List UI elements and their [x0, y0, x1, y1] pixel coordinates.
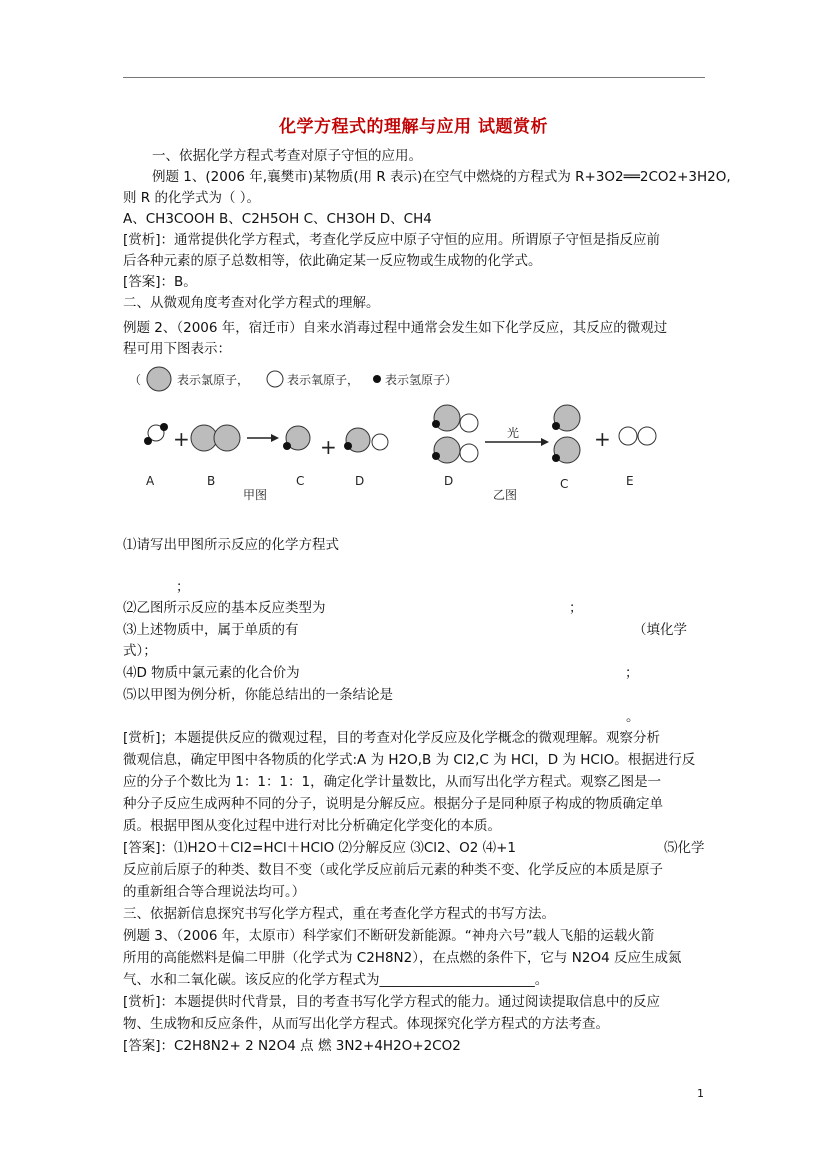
- molecule-c-top: [552, 405, 580, 431]
- page-title: 化学方程式的理解与应用 试题赏析: [279, 117, 548, 137]
- section-2-heading: 二、从微观角度考查对化学方程式的理解。: [123, 295, 380, 311]
- example-1-text: 则 R 的化学式为（ ）。: [123, 190, 261, 206]
- label-d2: D: [444, 474, 454, 488]
- hydrogen-atom-icon: [373, 375, 381, 383]
- page-number: 1: [697, 1087, 704, 1100]
- label-e: E: [626, 474, 634, 488]
- question-3: ⑶上述物质中，属于单质的有: [123, 622, 299, 638]
- chlorine-atom-icon: [147, 367, 171, 391]
- example-2-answer: 反应前后原子的种类、数目不变（或化学反应前后元素的种类不变、化学反应的本质是原子: [123, 862, 663, 878]
- header-rule: [123, 77, 705, 78]
- question-5: ⑸以甲图为例分析，你能总结出的一条结论是: [123, 687, 393, 703]
- example-1-answer: [答案]：B。: [123, 274, 197, 290]
- question-3-end: （填化学: [633, 622, 687, 638]
- molecule-b: [191, 425, 240, 451]
- example-1-analysis: 后各种元素的原子总数相等，依此确定某一反应物或生成物的化学式。: [123, 253, 542, 269]
- molecule-c: [283, 426, 310, 450]
- question-4: ⑷D 物质中氯元素的化合价为: [123, 665, 300, 681]
- molecule-c-bottom: [552, 437, 580, 463]
- molecule-d-bottom: [432, 437, 478, 463]
- plus-sign: +: [320, 435, 337, 459]
- plus-sign: +: [173, 427, 190, 451]
- question-5-end: 。: [626, 709, 640, 725]
- example-2-answer-cont: ⑸化学: [664, 840, 705, 856]
- label-jia-figure: 甲图: [243, 488, 268, 502]
- section-3-heading: 三、依据新信息探究书写化学方程式，重在考查化学方程式的书写方法。: [123, 906, 555, 922]
- label-c: C: [296, 474, 305, 488]
- question-3-cont: 式）；: [123, 643, 157, 659]
- label-d: D: [355, 474, 365, 488]
- section-1-heading: 一、依据化学方程式考查对原子守恒的应用。: [152, 148, 422, 164]
- reaction-diagram: [123, 360, 683, 505]
- example-3-text: 所用的高能燃料是偏二甲肼（化学式为 C2H8N2），在点燃的条件下，它与 N2O4 反应生成氮: [123, 950, 682, 966]
- example-3-text: 例题 3、（2006 年，太原市）科学家们不断研发新能源。“神舟六号”载人飞船的运载火箭: [123, 928, 655, 944]
- question-2-end: ；: [569, 600, 583, 616]
- label-a: A: [146, 474, 155, 488]
- example-1-analysis: [赏析]：通常提供化学方程式，考查化学反应中原子守恒的应用。所谓原子守恒是指反应前: [123, 232, 661, 248]
- arrow-head-icon: [541, 438, 549, 446]
- legend-chlorine: 表示氯原子，: [177, 373, 250, 387]
- legend-oxygen: 表示氧原子，: [287, 373, 360, 387]
- example-2-analysis: 应的分子个数比为 1：1：1：1，确定化学计量数比，从而写出化学方程式。观察乙图是一: [123, 774, 662, 790]
- molecule-e: [619, 427, 656, 445]
- example-2-text: 程可用下图表示：: [123, 341, 231, 357]
- molecule-d-top: [432, 405, 478, 432]
- legend-open: （: [129, 373, 142, 387]
- molecule-a: [144, 423, 168, 445]
- example-2-answer: 的重新组合等合理说法均可。）: [123, 884, 306, 900]
- example-3-answer: [答案]：C2H8N2+ 2 N2O4 点 燃 3N2+4H2O+2CO2: [123, 1038, 461, 1054]
- example-2-analysis: 微观信息，确定甲图中各物质的化学式:A 为 H2O,B 为 Cl2,C 为 HCl，D 为 HClO。根据进行反: [123, 752, 696, 768]
- example-1-text: 例题 1、(2006 年,襄樊市)某物质(用 R 表示)在空气中燃烧的方程式为 R+3O2══2CO2+3H2O,: [152, 169, 731, 185]
- question-4-end: ；: [625, 665, 639, 681]
- example-1-options: A、CH3COOH B、C2H5OH C、CH3OH D、CH4: [123, 211, 432, 227]
- example-2-answer: [答案]：⑴H2O＋Cl2=HCl＋HClO ⑵分解反应 ⑶Cl2、O2 ⑷+1: [123, 840, 517, 856]
- example-3-analysis: 物、生成物和反应条件，从而写出化学方程式。体现探究化学方程式的方法考查。: [123, 1016, 609, 1032]
- light-condition: 光: [507, 426, 520, 440]
- question-2: ⑵乙图所示反应的基本反应类型为: [123, 600, 326, 616]
- label-c2: C: [560, 477, 569, 491]
- example-2-analysis: [赏析]；本题提供反应的微观过程，目的考查对化学反应及化学概念的微观理解。观察分析: [123, 730, 661, 746]
- question-1-end: ；: [176, 579, 190, 595]
- legend-hydrogen: 表示氢原子）: [385, 373, 458, 387]
- label-b: B: [207, 474, 216, 488]
- example-2-analysis: 质。根据甲图从变化过程中进行对比分析确定化学变化的本质。: [123, 818, 501, 834]
- label-yi-figure: 乙图: [493, 488, 518, 502]
- example-2-text: 例题 2、（2006 年，宿迁市）自来水消毒过程中通常会发生如下化学反应，其反应的微观过: [123, 320, 668, 336]
- example-3-analysis: [赏析]：本题提供时代背景，目的考查书写化学方程式的能力。通过阅读提取信息中的反应: [123, 994, 661, 1010]
- example-3-text: 气、水和二氧化碳。该反应的化学方程式为_______________________。: [123, 972, 549, 988]
- question-1: ⑴请写出甲图所示反应的化学方程式: [123, 537, 339, 553]
- example-2-analysis: 种分子反应生成两种不同的分子，说明是分解反应。根据分子是同种原子构成的物质确定单: [123, 796, 663, 812]
- plus-sign: +: [594, 427, 611, 451]
- molecule-d: [344, 428, 388, 452]
- arrow-head-icon: [271, 434, 279, 442]
- oxygen-atom-icon: [267, 371, 283, 387]
